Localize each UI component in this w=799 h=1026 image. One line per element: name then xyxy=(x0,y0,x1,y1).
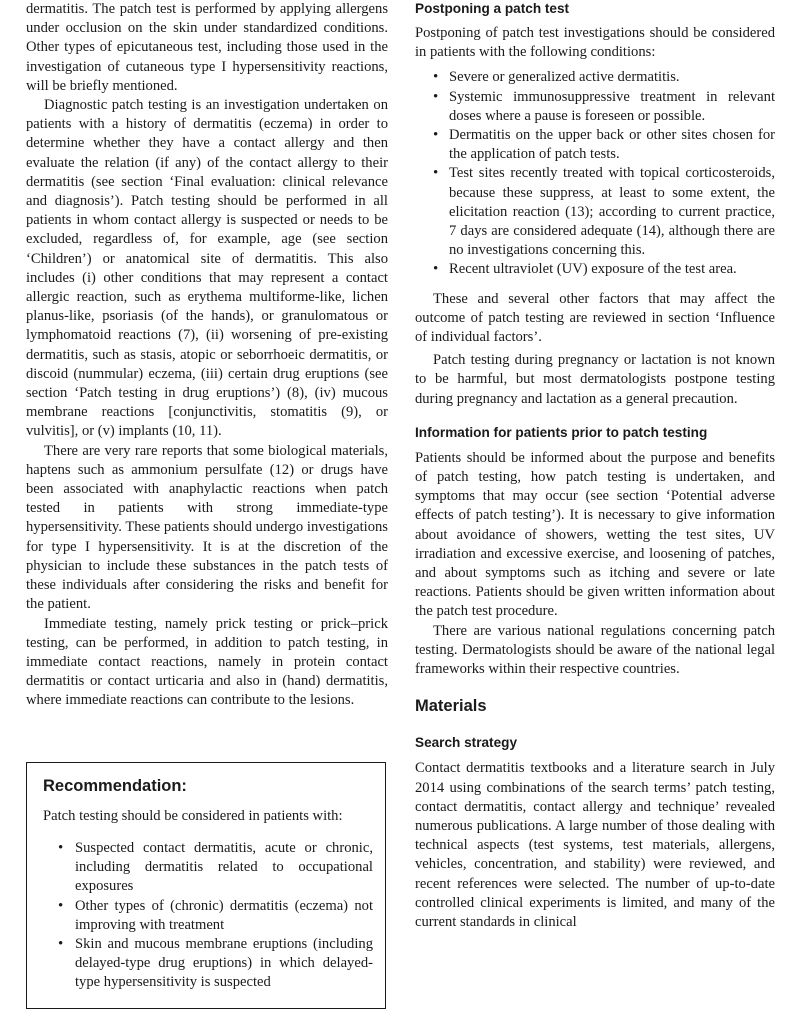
paragraph-immediate-testing: Immediate testing, namely prick testing or prick–prick testing, can be performed, in addition to patch testing, in immediate contact reactions, namely in protein contact dermatitis or contact urticaria and also in (hand) dermatitis, where immediate reactions can contribute to the lesions. xyxy=(26,615,388,709)
recommendation-list xyxy=(43,839,373,993)
paragraph-other-factors: These and several other factors that may affect the outcome of patch testing are reviewed in section ‘Influence of individual factors’. xyxy=(415,290,775,346)
paragraph-patient-information: Patients should be informed about the purpose and benefits of patch testing, how patch testing is undertaken, and symptoms that may occur (see section ‘Potential adverse effects of patch testing’). It is necessary to give information about avoidance of showers, wetting the test sites, UV irradiation and excessive exercise, and loosening of patches, and about symptoms such as itching and severe or late reactions. Patients should be given written information about the patch test procedure. xyxy=(415,449,775,620)
heading-patient-information: Information for patients prior to patch testing xyxy=(415,424,708,440)
paragraph-postponing: Postponing of patch test investigations should be considered in patients with the following conditions: xyxy=(415,25,775,61)
list-item: • Skin and mucous membrane eruptions (including delayed-type drug eruptions) in which delayed-type hypersensitivity is suspected xyxy=(43,935,373,993)
heading-materials: Materials xyxy=(415,697,487,716)
paragraph-pregnancy: Patch testing during pregnancy or lactation is not known to be harmful, but most dermatologists postpone testing during pregnancy and lactation as a general precaution. xyxy=(415,352,775,407)
list-item: • Severe or generalized active dermatitis. xyxy=(415,68,775,87)
paragraph-diagnostic-patch-testing: Diagnostic patch testing is an investigation undertaken on patients with a history of dermatitis (eczema) in order to determine whether they have a contact allergy and then evaluate the relation (if any) of the contact allergy to their dermatitis (see section ‘Final evaluation: clinical relevance and diagnosis’). Patch testing should be performed in all patients in whom contact allergy is suspected or needs to be excluded, regardless of, for example, age (see section ‘Children’) or anatomical site of dermatitis. This also includes (i) other conditions that may represent a contact allergic reaction, such as erythema multiforme-like, lichen planus-like, psoriasis (of the hands), or granulomatous or lymphomatoid reactions (7), (ii) worsening of pre-existing dermatitis, such as stasis, atopic or seborrhoeic dermatitis, or discoid (nummular) eczema, (iii) certain drug eruptions (see section ‘Patch testing in drug eruptions’) (8), (iv) mucous membrane reactions [conjunctivitis, stomatitis (9), or vulvitis], or (v) implants (10, 11). xyxy=(26,97,388,440)
list-item: • Systemic immunosuppressive treatment in relevant doses where a pause is foreseen or possible. xyxy=(415,88,775,126)
postpone-conditions-list xyxy=(415,68,775,279)
recommendation-intro: Patch testing should be considered in patients with: xyxy=(43,808,343,824)
list-item: • Other types of (chronic) dermatitis (eczema) not improving with treatment xyxy=(43,897,373,935)
paragraph-intro-continued: dermatitis. The patch test is performed by applying allergens under occlusion on the skin under standardized conditions. Other types of epicutaneous test, including those used in the investigation of cutaneous type I hypersensitivity reactions, will be briefly mentioned. xyxy=(26,1,388,94)
recommendation-title: Recommendation: xyxy=(43,777,187,795)
paragraph-national-regulations: There are various national regulations concerning patch testing. Dermatologists should be aware of the national legal frameworks within their respective countries. xyxy=(415,622,775,678)
list-item: • Test sites recently treated with topical corticosteroids, because these suppress, at least to some extent, the elicitation reaction (13); according to current practice, 7 days are considered adequate (14), although there are no investigations concerning this. xyxy=(415,164,775,260)
list-item: • Recent ultraviolet (UV) exposure of the test area. xyxy=(415,260,775,279)
recommendation-box xyxy=(26,762,386,1009)
paragraph-biological-materials: There are very rare reports that some biological materials, haptens such as ammonium persulfate (12) or drugs have been associated with anaphylactic reactions when patch tested in patients with strong immediate-type hypersensitivity. These patients should undergo investigations for type I hypersensitivity. It is at the discretion of the physician to include these substances in the patch tests of these individuals after considering the risks and benefit for the patient. xyxy=(26,442,388,613)
left-column xyxy=(26,0,388,711)
heading-search-strategy: Search strategy xyxy=(415,735,518,751)
list-item: • Suspected contact dermatitis, acute or chronic, including dermatitis related to occupational exposures xyxy=(43,839,373,897)
paragraph-search-strategy: Contact dermatitis textbooks and a literature search in July 2014 using combinations of the search terms’ patch testing, contact dermatitis, contact allergy and technique’ revealed numerous publications. A large number of those dealing with technical aspects (test systems, test materials, allergens, vehicles, concentration, and stability) were reviewed, and recent references were selected. The number of up-to-date controlled clinical experiments is limited, and many of the current standards in clinical xyxy=(415,760,775,930)
heading-postponing-patch-test: Postponing a patch test xyxy=(415,1,570,16)
right-column xyxy=(415,0,775,932)
list-item: • Dermatitis on the upper back or other sites chosen for the application of patch tests. xyxy=(415,126,775,164)
